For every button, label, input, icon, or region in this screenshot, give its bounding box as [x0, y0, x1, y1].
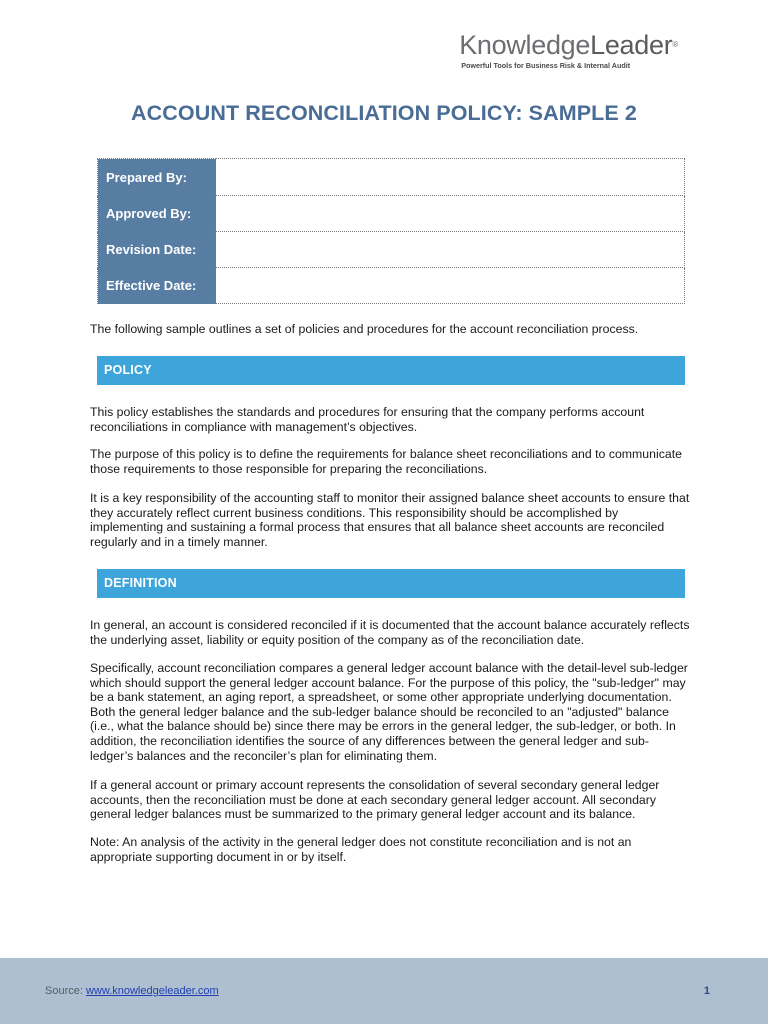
source-label: Source:	[45, 985, 86, 997]
policy-paragraph: The purpose of this policy is to define the requirements for balance sheet reconciliations and to communicate those requirements to those responsible for preparing the reconciliations.	[90, 447, 682, 476]
info-row-effective-date	[98, 268, 685, 304]
source-link[interactable]: www.knowledgeleader.com	[85, 985, 219, 997]
registered-mark: ®	[672, 40, 678, 49]
brand-name-part1: Knowledge	[459, 30, 591, 60]
footer-source	[45, 985, 219, 997]
brand-name	[459, 30, 678, 60]
document-info-table	[97, 158, 685, 304]
info-label: Prepared By:	[98, 159, 216, 196]
info-label: Effective Date:	[98, 268, 216, 304]
brand-name-part2: Leader	[590, 30, 673, 60]
definition-paragraph: In general, an account is considered reconciled if it is documented that the account balance accurately reflects the underlying asset, liability or equity position of the company as of the reconciliation date.	[90, 618, 690, 647]
info-row-approved-by	[98, 196, 685, 232]
info-label: Revision Date:	[98, 232, 216, 268]
info-label: Approved By:	[98, 196, 216, 232]
info-row-revision-date	[98, 232, 685, 268]
info-value[interactable]	[216, 268, 685, 304]
info-value[interactable]	[216, 159, 685, 196]
definition-paragraph: Note: An analysis of the activity in the general ledger does not constitute reconciliation and is not an appropriate supporting document in or by itself.	[90, 835, 632, 864]
info-row-prepared-by	[98, 159, 685, 196]
brand-tagline: Powerful Tools for Business Risk & Internal Audit	[461, 61, 631, 70]
page-number: 1	[703, 985, 710, 997]
info-value[interactable]	[216, 232, 685, 268]
section-heading-policy: POLICY	[97, 356, 685, 385]
section-heading-definition: DEFINITION	[97, 569, 685, 598]
document-title: ACCOUNT RECONCILIATION POLICY: SAMPLE 2	[131, 101, 637, 125]
intro-paragraph: The following sample outlines a set of policies and procedures for the account reconciliation process.	[90, 322, 639, 336]
policy-paragraph: This policy establishes the standards and procedures for ensuring that the company performs account reconciliations in compliance with management’s objectives.	[90, 405, 645, 434]
definition-paragraph: If a general account or primary account represents the consolidation of several secondary general ledger accounts, then the reconciliation must be done at each secondary general ledger account. All secondary general ledger balances must be summarized to the primary general ledger account and its balance.	[90, 778, 660, 822]
info-value[interactable]	[216, 196, 685, 232]
policy-paragraph: It is a key responsibility of the accounting staff to monitor their assigned balance sheet accounts to ensure that they accurately reflect current business conditions. This responsibility should be accomplished by implementing and sustaining a formal process that ensures that all balance sheet accounts are reconciled regularly and in a timely manner.	[90, 491, 690, 549]
brand-logo	[459, 30, 678, 70]
page-footer	[0, 958, 768, 1024]
definition-paragraph: Specifically, account reconciliation compares a general ledger account balance with the detail-level sub-ledger which should support the general ledger account balance. For the purpose of this policy, the "sub-ledger" may be a bank statement, an aging report, a spreadsheet, or some other appropriate underlying documentation. Both the general ledger balance and the sub-ledger balance should be reconciled to an "adjusted" balance (i.e., what the balance should be) since there may be errors in the general ledger, the sub-ledger, or both. In addition, the reconciliation identifies the source of any differences between the general ledger and sub-ledger’s balances and the reconciler’s plan for eliminating them.	[90, 661, 688, 763]
